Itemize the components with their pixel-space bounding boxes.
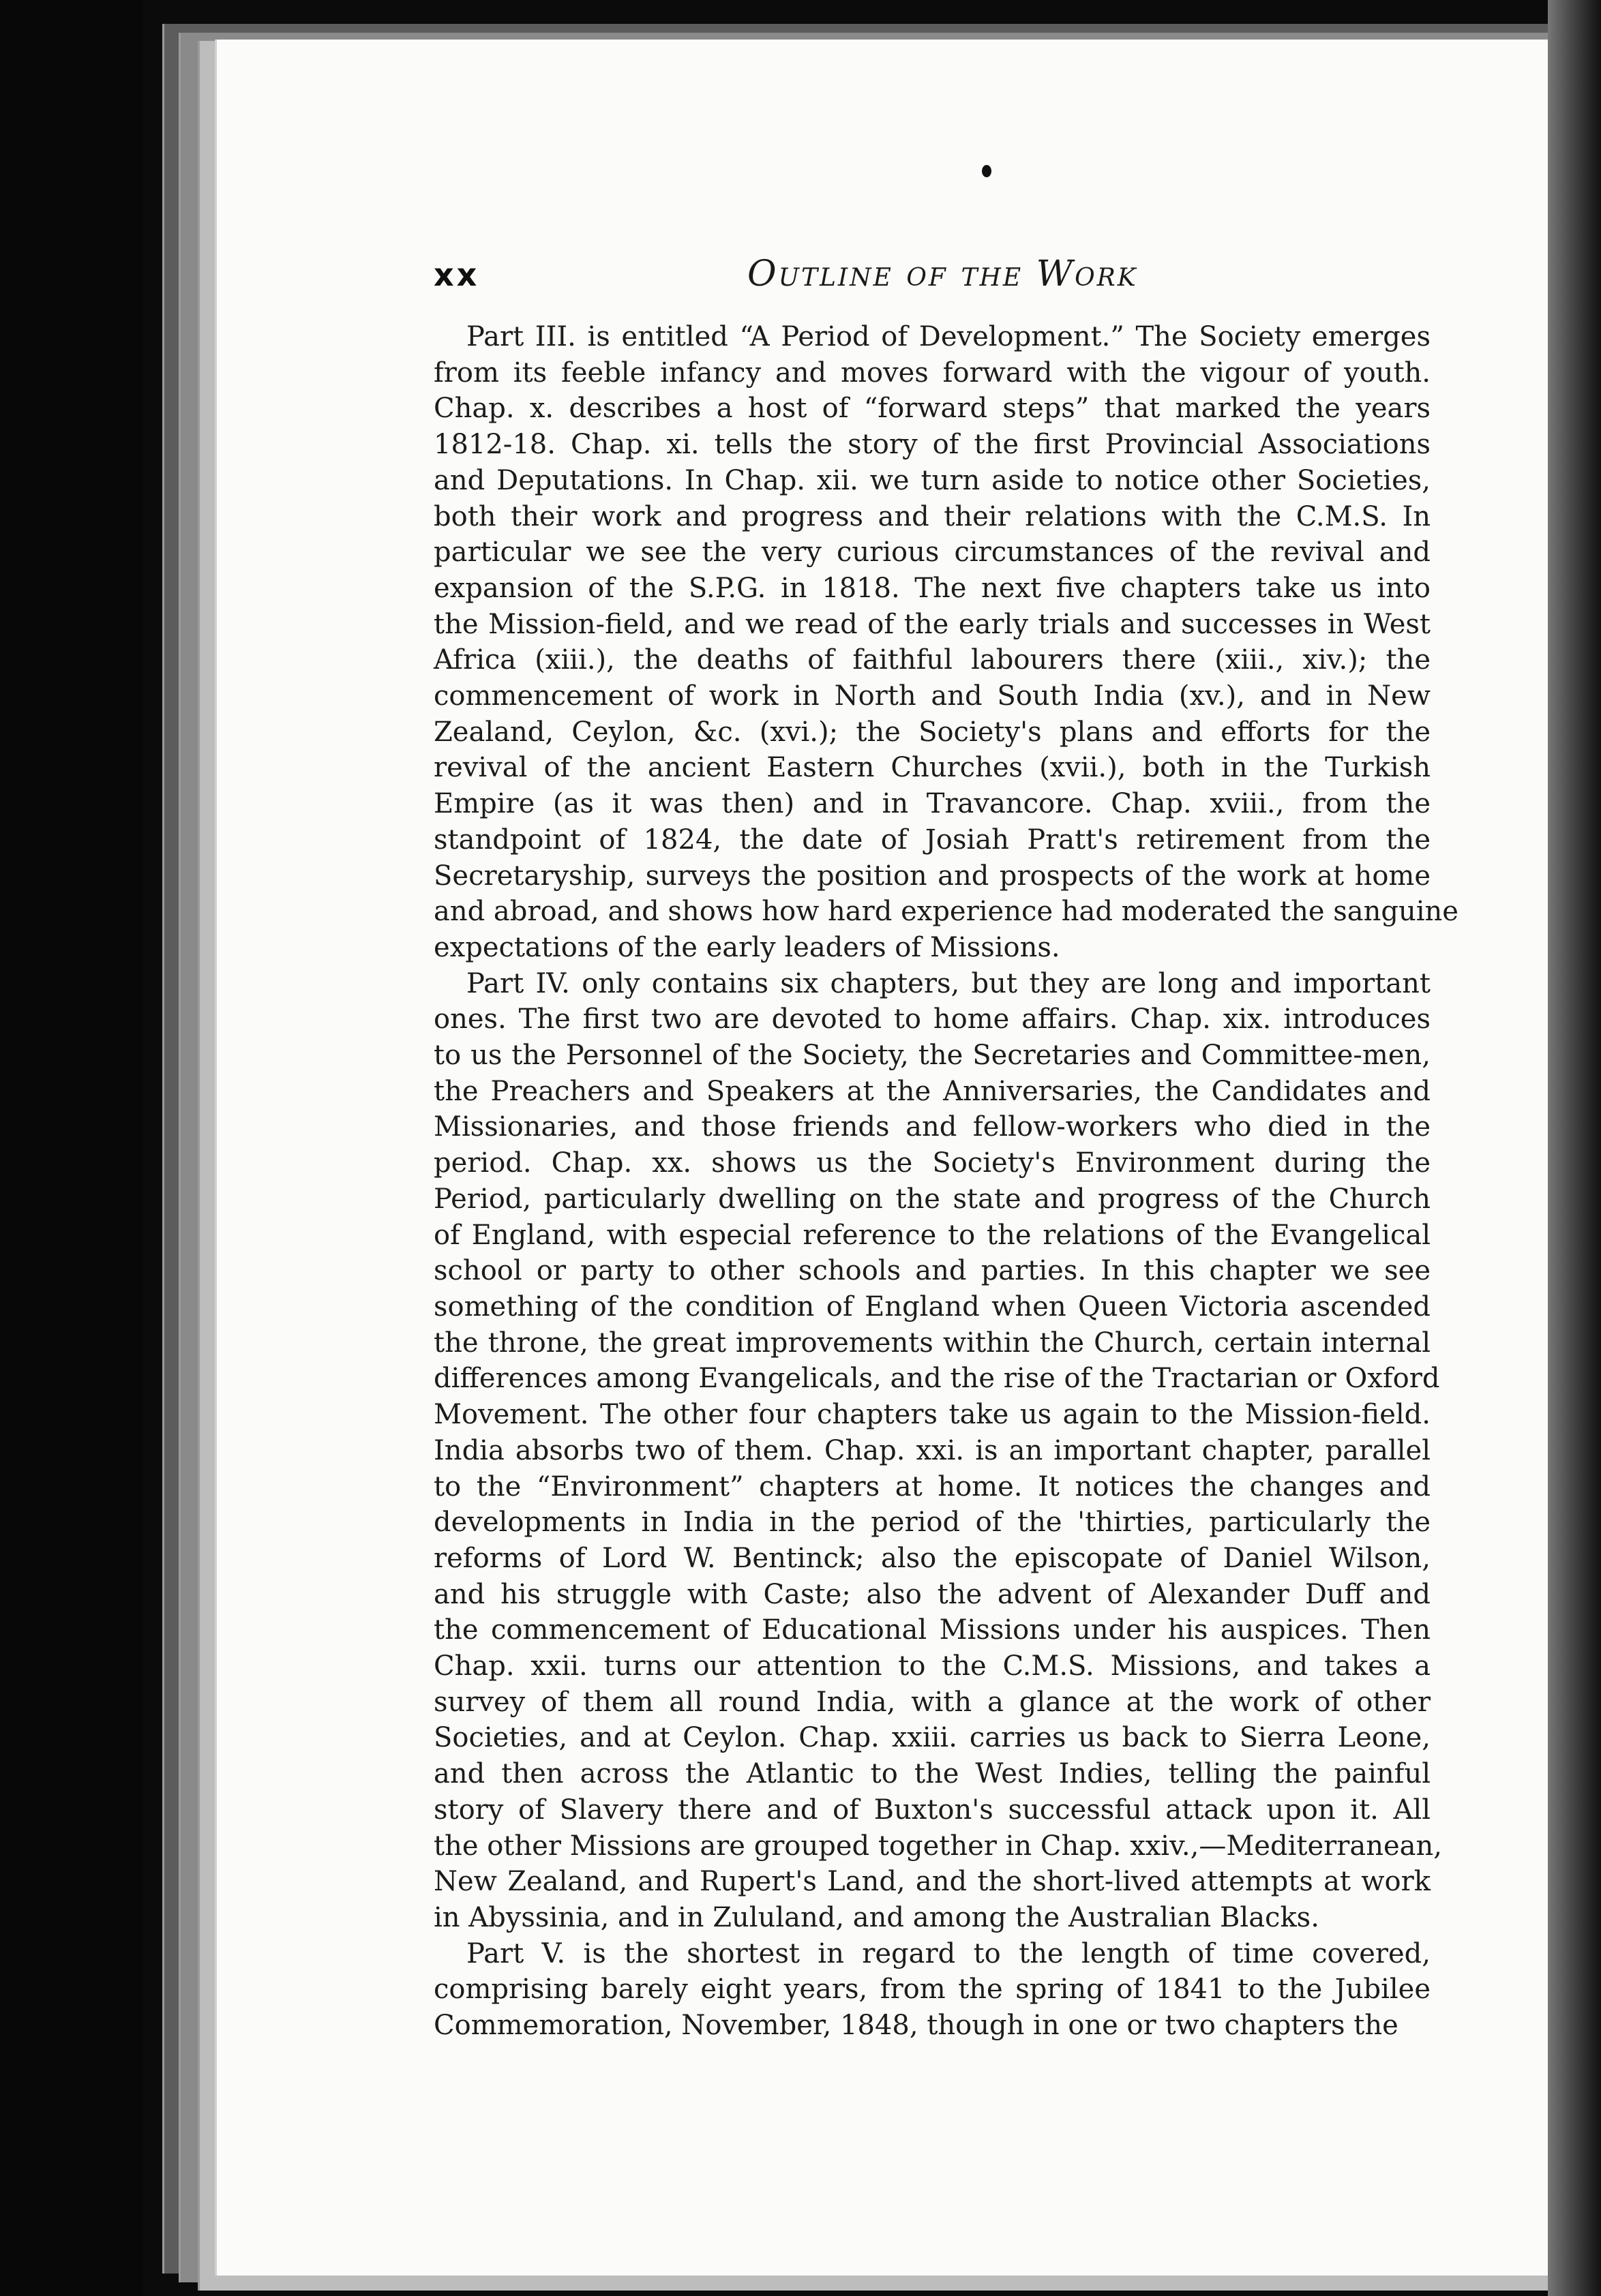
text-line: Part III. is entitled “A Period of Development.” The Society emerges xyxy=(466,321,1431,352)
text-line: something of the condition of England when Queen Victoria ascended xyxy=(434,1290,1431,1323)
text-line: commencement of work in North and South India (xv.), and in New xyxy=(434,680,1431,712)
text-line: the other Missions are grouped together in Chap. xxiv.,—Mediterranean, xyxy=(434,1830,1442,1862)
text-line: Missionaries, and those friends and fellow-workers who died in the xyxy=(434,1111,1431,1143)
text-line: reforms of Lord W. Bentinck; also the episcopate of Daniel Wilson, xyxy=(434,1542,1431,1574)
page-number: xx xyxy=(434,256,480,293)
paragraph xyxy=(434,1936,1431,2044)
text-line: Part V. is the shortest in regard to the length of time covered, xyxy=(466,1937,1431,1969)
text-line: the commencement of Educational Missions under his auspices. Then xyxy=(434,1614,1431,1646)
text-line: comprising barely eight years, from the spring of 1841 to the Jubilee xyxy=(434,1974,1431,2006)
text-line: differences among Evangelicals, and the rise of the Tractarian or Oxford xyxy=(434,1363,1440,1395)
text-line: Societies, and at Ceylon. Chap. xxiii. carries us back to Sierra Leone, xyxy=(434,1722,1431,1754)
body-text xyxy=(434,319,1458,2044)
text-line: and his struggle with Caste; also the advent of Alexander Duff and xyxy=(434,1578,1431,1610)
text-line: the throne, the great improvements within the Church, certain internal xyxy=(434,1327,1431,1359)
text-line: ones. The first two are devoted to home affairs. Chap. xix. introduces xyxy=(434,1003,1431,1036)
text-line: developments in India in the period of the 'thirties, particularly the xyxy=(434,1507,1431,1539)
paragraph xyxy=(434,966,1442,1936)
text-line: and abroad, and shows how hard experience had moderated the sanguine xyxy=(434,896,1458,928)
text-line: of England, with especial reference to the relations of the Evangelical xyxy=(434,1219,1431,1251)
text-line: particular we see the very curious circumstances of the revival and xyxy=(434,537,1431,569)
text-line: Africa (xiii.), the deaths of faithful labourers there (xiii., xiv.); the xyxy=(434,644,1431,676)
text-line: story of Slavery there and of Buxton's successful attack upon it. All xyxy=(434,1794,1431,1826)
text-line: Zealand, Ceylon, &c. (xvi.); the Society's plans and efforts for the xyxy=(434,716,1431,748)
text-line: Chap. x. describes a host of “forward steps” that marked the years xyxy=(434,393,1431,425)
text-line: to the “Environment” chapters at home. It notices the changes and xyxy=(434,1470,1431,1502)
text-line: Secretaryship, surveys the position and prospects of the work at home xyxy=(434,860,1431,892)
text-line: both their work and progress and their relations with the C.M.S. In xyxy=(434,500,1431,532)
text-line: expectations of the early leaders of Missions. xyxy=(434,931,1060,963)
text-line: to us the Personnel of the Society, the Secretaries and Committee-men, xyxy=(434,1040,1431,1072)
text-line: standpoint of 1824, the date of Josiah Pratt's retirement from the xyxy=(434,824,1431,856)
text-line: the Preachers and Speakers at the Anniversaries, the Candidates and xyxy=(434,1075,1431,1107)
text-line: Period, particularly dwelling on the state and progress of the Church xyxy=(434,1183,1431,1215)
text-line: New Zealand, and Rupert's Land, and the short-lived attempts at work xyxy=(434,1866,1431,1898)
running-head: Outline of the Work xyxy=(747,254,1138,294)
text-line: in Abyssinia, and in Zululand, and among the Australian Blacks. xyxy=(434,1901,1319,1933)
ink-speck xyxy=(982,165,991,177)
page-header xyxy=(434,256,1436,304)
text-line: Empire (as it was then) and in Travancore. Chap. xviii., from the xyxy=(434,788,1431,820)
text-line: and Deputations. In Chap. xii. we turn aside to notice other Societies, xyxy=(434,464,1431,496)
scan-left-margin xyxy=(0,0,143,2296)
text-line: expansion of the S.P.G. in 1818. The next five chapters take us into xyxy=(434,572,1431,604)
text-line: Chap. xxii. turns our attention to the C.M.S. Missions, and takes a xyxy=(434,1650,1431,1682)
page-gutter-shadow xyxy=(1548,0,1601,2296)
text-line: the Mission-field, and we read of the early trials and successes in West xyxy=(434,608,1431,640)
text-line: school or party to other schools and parties. In this chapter we see xyxy=(434,1255,1431,1287)
text-line: India absorbs two of them. Chap. xxi. is an important chapter, parallel xyxy=(434,1434,1431,1466)
text-line: 1812-18. Chap. xi. tells the story of the first Provincial Associations xyxy=(434,429,1431,461)
text-line: Movement. The other four chapters take us again to the Mission-field. xyxy=(434,1399,1431,1431)
text-line: survey of them all round India, with a glance at the work of other xyxy=(434,1686,1431,1718)
text-line: and then across the Atlantic to the West Indies, telling the painful xyxy=(434,1758,1431,1790)
text-line: revival of the ancient Eastern Churches (xvii.), both in the Turkish xyxy=(434,752,1431,784)
text-line: Commemoration, November, 1848, though in one or two chapters the xyxy=(434,2010,1398,2042)
text-line: period. Chap. xx. shows us the Society's Environment during the xyxy=(434,1147,1431,1179)
text-line: from its feeble infancy and moves forward with the vigour of youth. xyxy=(434,357,1431,389)
paragraph xyxy=(434,319,1458,966)
text-line: Part IV. only contains six chapters, but they are long and important xyxy=(466,967,1431,999)
